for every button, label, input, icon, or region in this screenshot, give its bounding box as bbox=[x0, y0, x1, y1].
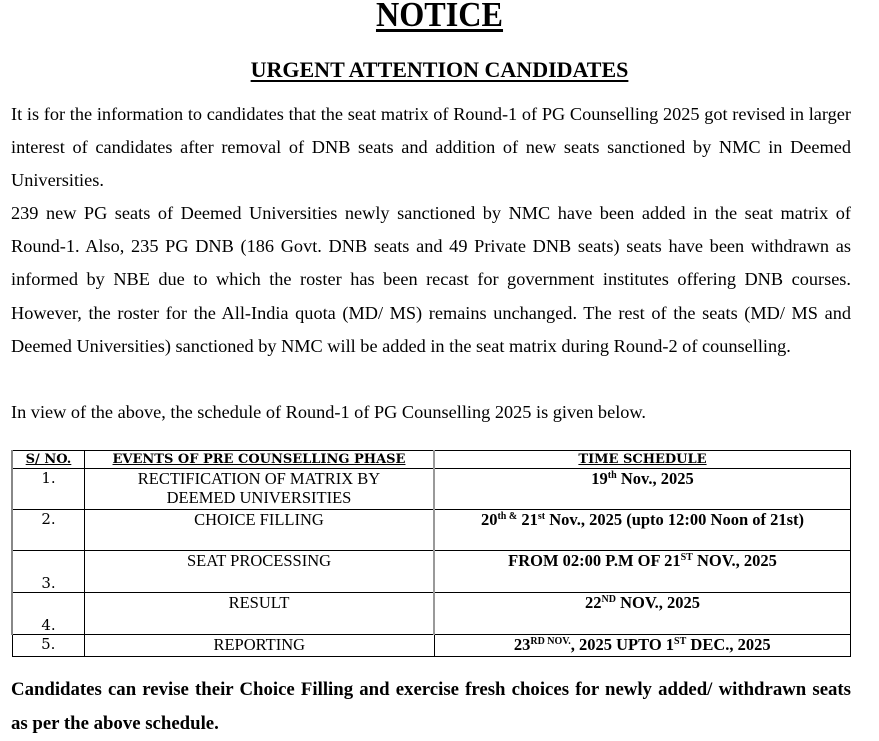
time-sup: ND bbox=[601, 594, 616, 605]
row-event: SEAT PROCESSING bbox=[85, 551, 435, 593]
header-event-text: EVENTS OF PRE COUNSELLING PHASE bbox=[112, 452, 406, 467]
notice-subtitle bbox=[0, 56, 879, 84]
header-time-text: TIME SCHEDULE bbox=[578, 452, 707, 467]
row-event: REPORTING bbox=[85, 635, 435, 657]
row-time bbox=[434, 593, 851, 635]
time-part: FROM 02:00 P.M OF 21 bbox=[508, 551, 681, 570]
time-part: , 2025 UPTO 1 bbox=[570, 635, 675, 654]
row-sno: 3. bbox=[12, 551, 85, 593]
time-part: 21 bbox=[517, 510, 538, 529]
table-row bbox=[12, 593, 851, 635]
row-time bbox=[434, 510, 851, 551]
table-row bbox=[12, 635, 851, 657]
header-sno bbox=[12, 451, 85, 469]
time-part: 19 bbox=[591, 469, 608, 488]
row-sno: 2. bbox=[12, 510, 85, 551]
time-part: NOV., 2025 bbox=[692, 551, 777, 570]
time-sup: RD NOV. bbox=[530, 636, 571, 647]
header-event bbox=[85, 451, 435, 469]
row-time bbox=[434, 635, 851, 657]
row-sno: 5. bbox=[12, 635, 85, 657]
time-sup: ST bbox=[680, 552, 693, 563]
notice-subtitle-text: URGENT ATTENTION CANDIDATES bbox=[250, 57, 629, 82]
time-sup: th bbox=[607, 470, 617, 481]
table-row bbox=[12, 510, 851, 551]
time-part: Nov., 2025 bbox=[616, 469, 694, 488]
time-sup: ST bbox=[674, 636, 687, 647]
table-row bbox=[12, 551, 851, 593]
time-part: Nov., 2025 (upto 12:00 Noon of 21st) bbox=[545, 510, 805, 529]
row-event bbox=[85, 469, 435, 510]
row-event: CHOICE FILLING bbox=[85, 510, 435, 551]
paragraph-schedule-intro: In view of the above, the schedule of Round-1 of PG Counselling 2025 is given below. bbox=[11, 402, 646, 422]
footer-note: Candidates can revise their Choice Filling and exercise fresh choices for newly added/ withdrawn seats as per the above schedule. bbox=[11, 679, 851, 734]
time-part: 23 bbox=[513, 635, 531, 654]
notice-title bbox=[35, 0, 844, 36]
schedule-table-header-row bbox=[12, 451, 851, 469]
time-part: 22 bbox=[585, 593, 602, 612]
header-sno-text: S/ NO. bbox=[25, 452, 72, 467]
row-event-line2: DEEMED UNIVERSITIES bbox=[166, 488, 352, 507]
schedule-table bbox=[11, 450, 851, 657]
row-event-line1: RECTIFICATION OF MATRIX BY bbox=[137, 469, 381, 488]
row-sno: 4. bbox=[12, 593, 85, 635]
time-sup: th & bbox=[497, 511, 518, 522]
row-event: RESULT bbox=[85, 593, 435, 635]
paragraph-seat-matrix-revision: It is for the information to candidates that the seat matrix of Round-1 of PG Counselling 2025 got revised in larger interest of candidates after removal of DNB seats and addition of new seats sanctioned by NMC in Deemed Universities. bbox=[11, 104, 851, 191]
row-time bbox=[434, 469, 851, 510]
row-time bbox=[434, 551, 851, 593]
time-sup: st bbox=[537, 511, 546, 522]
time-part: 20 bbox=[480, 510, 498, 529]
time-part: DEC., 2025 bbox=[686, 635, 771, 654]
notice-title-text: NOTICE bbox=[375, 0, 504, 34]
header-time bbox=[434, 451, 851, 469]
paragraph-seat-changes: 239 new PG seats of Deemed Universities newly sanctioned by NMC have been added in the seat matrix of Round-1. Also, 235 PG DNB (186 Govt. DNB seats and 49 Private DNB seats) seats have been withdrawn as informed by NBE due to which the roster has been recast for government institutes offering DNB courses. However, the roster for the All-India quota (MD/ MS) remains unchanged. The rest of the seats (MD/ MS and Deemed Universities) sanctioned by NMC will be added in the seat matrix during Round-2 of counselling. bbox=[11, 203, 851, 356]
table-row bbox=[12, 469, 851, 510]
row-sno: 1. bbox=[12, 469, 85, 510]
time-part: NOV., 2025 bbox=[615, 593, 700, 612]
